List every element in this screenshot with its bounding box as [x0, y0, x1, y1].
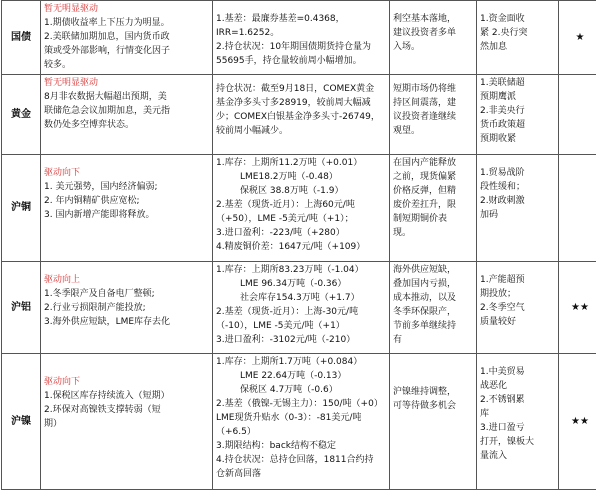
drivers-cell — [41, 262, 213, 354]
view-line: 制短期铜价表 — [393, 214, 448, 224]
risk-line: 量流入 — [480, 451, 508, 461]
view-line: 之前，现货偏紧 — [393, 172, 457, 182]
driver-line: 3. 国内新增产能即将释放。 — [44, 210, 155, 220]
fundamental-line: 55695手，持仓量较前周小幅增加。 — [216, 56, 362, 66]
fundamental-line: 4.精废铜价差：1647元/吨（+109） — [216, 242, 366, 252]
driver-tag: 驱动向上 — [44, 275, 81, 285]
fundamental-line: LME18.2万吨（-0.48） — [240, 172, 338, 182]
risk-line: 1.美联储超 — [480, 78, 525, 88]
risk-line: 2.不锈钢累 — [480, 395, 525, 405]
fundamental-line: （+50），LME -5美元/吨（+1）； — [216, 214, 354, 224]
fundamental-line: LME 22.64万吨（-0.13） — [240, 371, 347, 381]
driver-line: 联储危急会议加期加息，美元指 — [44, 106, 171, 116]
driver-line: 策或受外部影响，行情变化因子 — [44, 46, 171, 56]
view-line: 议投资者逢继续 — [393, 112, 457, 122]
risk-line: 预期鹰派 — [480, 92, 517, 102]
driver-tag: 暂无明显驱动 — [44, 4, 99, 14]
row-name: 沪铝 — [2, 262, 41, 354]
view-cell — [390, 354, 477, 490]
risk-line: 打开，镍板大 — [480, 437, 535, 447]
driver-line: 2.美联储加期加息，国内货币政 — [44, 32, 170, 42]
view-line: 可等待做多机会 — [393, 401, 457, 411]
fundamental-line: 4.持仓状况：总持仓回落，1811合约持 — [216, 455, 374, 465]
view-line: 持区间震荡，建 — [393, 98, 457, 108]
view-cell — [390, 155, 477, 262]
view-line: 价格反弹，但精 — [393, 186, 457, 196]
risk-line: 紧 2.央行突 — [480, 28, 528, 38]
driver-tag: 驱动向下 — [44, 377, 81, 387]
table-row — [2, 75, 596, 155]
fundamental-line: 3.进口盈利：-3102元/吨（-210） — [216, 335, 356, 345]
driver-line: 8月非农数据大幅超出预期，美 — [44, 92, 167, 102]
risk-line: 然加息 — [480, 42, 508, 52]
driver-line: 2.环保对高镍铁支撑转弱（短 — [44, 405, 161, 415]
fundamental-line: LME现货升贴水（0-3）：-81美元/吨 — [216, 413, 362, 423]
view-cell — [390, 262, 477, 354]
rating-stars: ★ — [559, 1, 596, 75]
driver-line: 1. 美元强势，国内经济偏弱; — [44, 182, 158, 192]
driver-line: 1.冬季限产及自备电厂整顿; — [44, 289, 155, 299]
fundamentals-cell — [213, 155, 390, 262]
fundamental-line: 社会库存154.3万吨（+1.7） — [240, 293, 360, 303]
view-line: 入场。 — [393, 42, 421, 52]
risk-cell — [477, 262, 559, 354]
fundamental-line: 保税区 4.7万吨（-0.6） — [240, 385, 338, 395]
fundamental-line: 2.持仓状况：10年期国债期货持仓量为 — [216, 42, 372, 52]
driver-line: 2. 年内铜精矿供应宽松; — [44, 196, 140, 206]
risk-cell — [477, 354, 559, 490]
view-line: 海外供应短缺， — [393, 265, 457, 275]
view-line: 节前多单继续持 — [393, 321, 457, 331]
drivers-cell — [41, 1, 213, 75]
risk-cell — [477, 75, 559, 155]
fundamental-line: 1.基差：最廉券基差=0.4368， — [216, 14, 345, 24]
risk-line: 2.冬季空气 — [480, 303, 525, 313]
fundamentals-cell — [213, 75, 390, 155]
table-row — [2, 155, 596, 262]
driver-line: 3.海外供应短缺，LME库存去化 — [44, 317, 171, 327]
risk-line: 库 — [480, 409, 490, 419]
rating-stars — [559, 155, 596, 262]
risk-cell — [477, 1, 559, 75]
fundamentals-cell — [213, 262, 390, 354]
risk-line: 1.中美贸易 — [480, 367, 525, 377]
fundamental-line: 较前周小幅减少。 — [216, 126, 289, 136]
risk-line: 段性缓和； — [480, 182, 526, 192]
view-line: 利空基本落地， — [393, 14, 457, 24]
view-line: 叠加国内亏损， — [393, 279, 457, 289]
risk-line: 战恶化 — [480, 381, 508, 391]
driver-tag: 驱动向下 — [44, 168, 81, 178]
driver-line: 数仍处多空博弈状态。 — [44, 120, 135, 130]
risk-line: 1.产能超预 — [480, 275, 525, 285]
risk-line: 3.进口盈亏 — [480, 423, 525, 433]
row-name: 国债 — [2, 1, 41, 75]
risk-line: 预期收紧 — [480, 134, 517, 144]
risk-line: 质量较好 — [480, 317, 517, 327]
view-line: 观望。 — [393, 126, 421, 136]
fundamental-line: 1.库存：上期所11.2万吨（+0.01） — [216, 158, 363, 168]
fundamental-line: 保税区 38.8万吨（-1.9） — [240, 186, 344, 196]
rating-stars — [559, 75, 596, 155]
fundamental-line: IRR=1.6252。 — [216, 28, 280, 38]
view-line: 废价差扛升，限 — [393, 200, 457, 210]
fundamental-line: （-10），LME -5美元/吨（+1） — [216, 321, 345, 331]
driver-line: 较多。 — [44, 60, 72, 70]
risk-line: 2.财政刺激 — [480, 196, 525, 206]
fundamental-line: 1.库存：上期所83.23万吨（-1.04） — [216, 265, 364, 275]
fundamentals-cell — [213, 354, 390, 490]
risk-line: 2.非美央行 — [480, 106, 525, 116]
driver-line: 2.行业亏损限制产能投放; — [44, 303, 146, 313]
view-line: 建议投资者多单 — [393, 28, 457, 38]
table-row — [2, 1, 596, 75]
view-line: 成本推动，以及 — [393, 293, 457, 303]
rating-stars: ★★ — [559, 262, 596, 354]
table-row — [2, 354, 596, 490]
fundamental-line: 1.库存：上期所1.7万吨（+0.084） — [216, 357, 363, 367]
table-row — [2, 262, 596, 354]
view-line: 短期市场仍将维 — [393, 84, 457, 94]
driver-line: 1.保税区库存持续流入（短期） — [44, 391, 170, 401]
view-cell — [390, 1, 477, 75]
risk-line: 期投放； — [480, 289, 517, 299]
fundamental-line: LME 96.34万吨（-0.36） — [240, 279, 347, 289]
fundamental-line: 2.基差（现货-近月）：上海60元/吨 — [216, 200, 355, 210]
view-line: 现。 — [393, 228, 412, 238]
fundamental-line: 3.期限结构：back结构不稳定 — [216, 441, 336, 451]
row-name: 沪铜 — [2, 155, 41, 262]
risk-line: 1.资金面收 — [480, 14, 525, 24]
fundamental-line: 基金净多头寸多28919，较前周大幅减 — [216, 98, 371, 108]
view-line: 有 — [393, 335, 403, 345]
fundamental-line: （+6.5） — [216, 427, 256, 437]
drivers-cell — [41, 75, 213, 155]
fundamental-line: 2.基差（现货-近月）：上海-30元/吨 — [216, 307, 359, 317]
fundamental-line: 仓新高回落 — [216, 469, 262, 479]
view-cell — [390, 75, 477, 155]
risk-line: 货币政策超 — [480, 120, 526, 130]
view-line: 沪镍维持调整， — [393, 387, 457, 397]
fundamentals-cell — [213, 1, 390, 75]
drivers-cell — [41, 354, 213, 490]
fundamental-line: 3.进口盈利：-223/吨（+280） — [216, 228, 345, 238]
fundamental-line: 少；COMEX白银基金净多头寸-26749， — [216, 112, 380, 122]
drivers-cell — [41, 155, 213, 262]
driver-line: 期） — [44, 419, 63, 429]
fundamental-line: 持仓状况：截至9月18日，COMEX黄金 — [216, 84, 375, 94]
view-line: 在国内产能释放 — [393, 158, 457, 168]
row-name: 沪镍 — [2, 354, 41, 490]
risk-cell — [477, 155, 559, 262]
risk-line: 加码 — [480, 210, 499, 220]
row-name: 黄金 — [2, 75, 41, 155]
rating-stars: ★★ — [559, 354, 596, 490]
driver-line: 1.期债收益率上下压力为明显。 — [44, 18, 170, 28]
driver-tag: 暂无明显驱动 — [44, 78, 99, 88]
fundamental-line: 2.基差（俄镍-无锡主力）：150/吨（+0） — [216, 399, 383, 409]
commodity-strategy-table — [1, 0, 596, 490]
risk-line: 1.贸易战阶 — [480, 168, 525, 178]
view-line: 冬季环保限产， — [393, 307, 457, 317]
